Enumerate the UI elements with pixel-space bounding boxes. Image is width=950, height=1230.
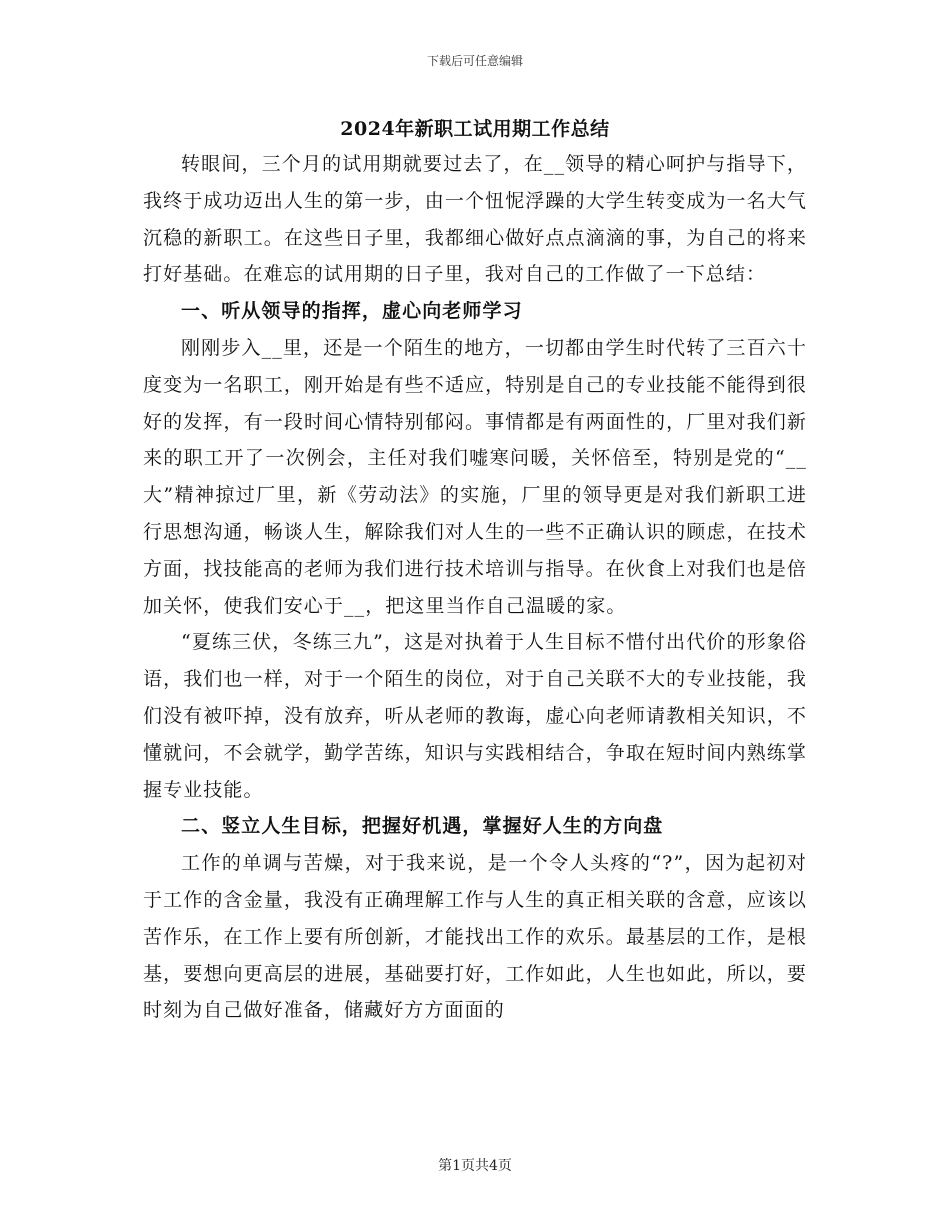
paragraph-section2-a: 工作的单调与苦燥，对于我来说，是一个令人头疼的“?”，因为起初对于工作的含金量，我没有正确理解工作与人生的真正相关联的含意，应该以苦作乐，在工作上要有所创新，才能找出工作的欢乐。最基层的工作，是根基，要想向更高层的进展，基础要打好，工作如此，人生也如此，所以，要时刻为自己做好准备，储藏好方方面面的 [143, 852, 807, 1022]
document-title: 2024年新职工试用期工作总结 [340, 118, 610, 140]
page-footer: 第1页共4页 [438, 1158, 512, 1174]
paragraph-section1-b: “夏练三伏，冬练三九”，这是对执着于人生目标不惜付出代价的形象俗语，我们也一样，对于一个陌生的岗位，对于自己关联不大的专业技能，我们没有被吓掉，没有放弃，听从老师的教诲，虚心向老师请教相关知识，不懂就问，不会就学，勤学苦练，知识与实践相结合，争取在短时间内熟练掌握专业技能。 [143, 631, 807, 801]
paragraph-intro: 转眼间，三个月的试用期就要过去了，在__领导的精心呵护与指导下，我终于成功迈出人生的第一步，由一个忸怩浮躁的大学生转变成为一名大气沉稳的新职工。在这些日子里，我都细心做好点点滴滴的事，为自己的将来打好基础。在难忘的试用期的日子里，我对自己的工作做了一下总结： [143, 153, 807, 286]
document-body [143, 112, 807, 1029]
paragraph-section1-a: 刚刚步入__里，还是一个陌生的地方，一切都由学生时代转了三百六十度变为一名职工，刚开始是有些不适应，特别是自己的专业技能不能得到很好的发挥，有一段时间心情特别郁闷。事情都是有两面性的，厂里对我们新来的职工开了一次例会，主任对我们嘘寒问暖，关怀倍至，特别是党的“__大”精神掠过厂里，新《劳动法》的实施，厂里的领导更是对我们新职工进行思想沟通，畅谈人生，解除我们对人生的一些不正确认识的顾虑，在技术方面，找技能高的老师为我们进行技术培训与指导。在伙食上对我们也是倍加关怀，使我们安心于__，把这里当作自己温暖的家。 [143, 336, 807, 617]
section-heading-1: 一、听从领导的指挥，虚心向老师学习 [181, 300, 523, 323]
header-note: 下载后可任意编辑 [426, 54, 523, 68]
section-heading-2: 二、竖立人生目标，把握好机遇，掌握好人生的方向盘 [181, 815, 664, 838]
